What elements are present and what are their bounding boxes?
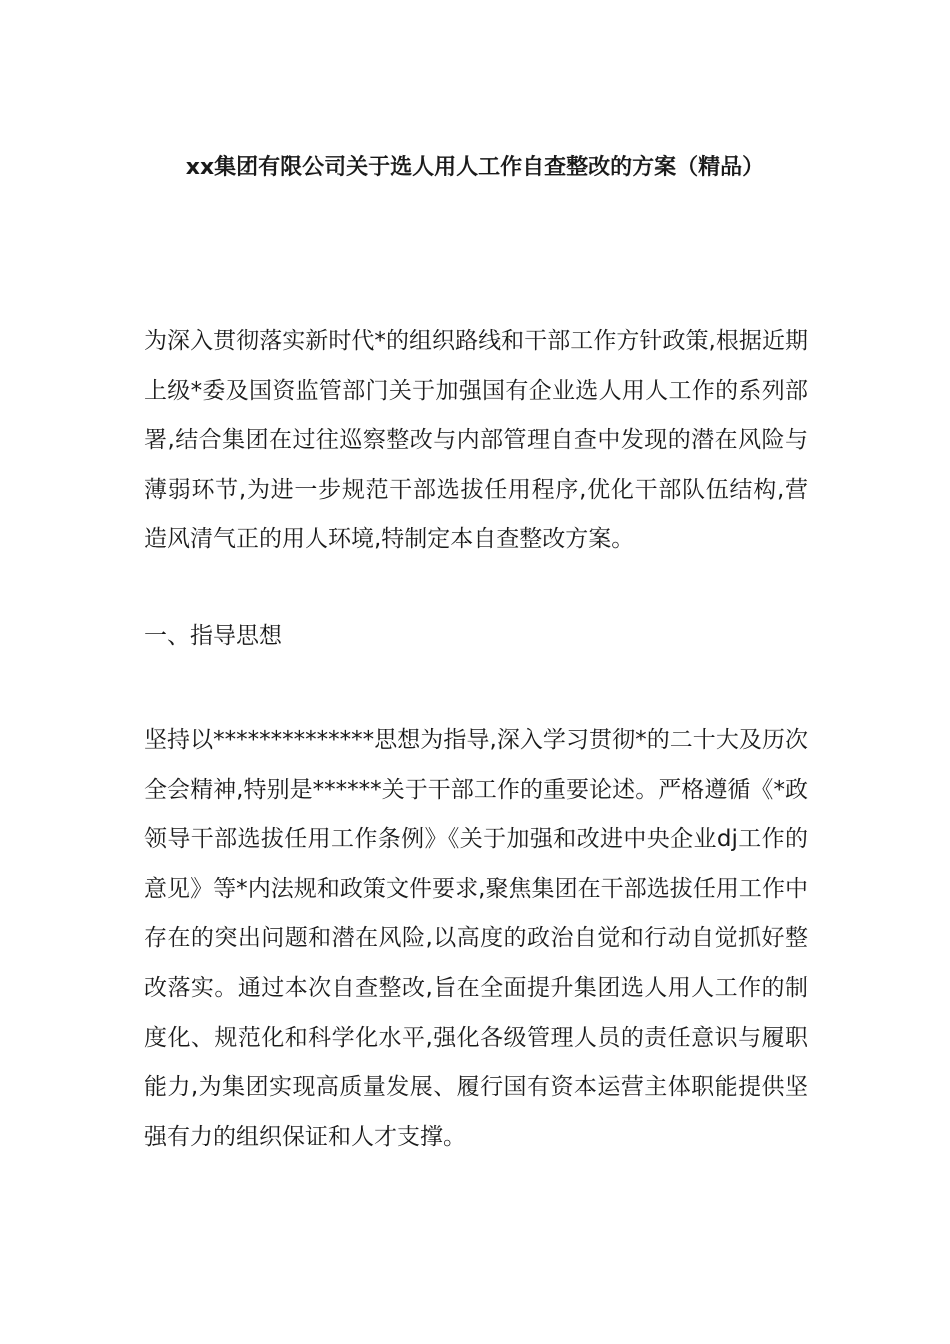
section-body-guiding-ideology: 坚持以**************思想为指导,深入学习贯彻*的二十大及历次全会精神,特别是******关于干部工作的重要论述。严格遵循《*政领导干部选拔任用工作条例》《关于加强和改进中央企业dj工作的意见》等*内法规和政策文件要求,聚焦集团在干部选拔任用工作中存在的突出问题和潜在风险,以高度的政治自觉和行动自觉抓好整改落实。通过本次自查整改,旨在全面提升集团选人用人工作的制度化、规范化和科学化水平,强化各级管理人员的责任意识与履职能力,为集团实现高质量发展、履行国有资本运营主体职能提供坚强有力的组织保证和人才支撑。 xyxy=(144,727,808,1150)
document-title: xx集团有限公司关于选人用人工作自查整改的方案（精品） xyxy=(185,155,765,180)
section-heading-guiding-ideology: 一、指导思想 xyxy=(144,623,282,649)
intro-paragraph: 为深入贯彻落实新时代*的组织路线和干部工作方针政策,根据近期上级*委及国资监管部门关于加强国有企业选人用人工作的系列部署,结合集团在过往巡察整改与内部管理自查中发现的潜在风险与薄弱环节,为进一步规范干部选拔任用程序,优化干部队伍结构,营造风清气正的用人环境,特制定本自查整改方案。 xyxy=(144,328,808,553)
